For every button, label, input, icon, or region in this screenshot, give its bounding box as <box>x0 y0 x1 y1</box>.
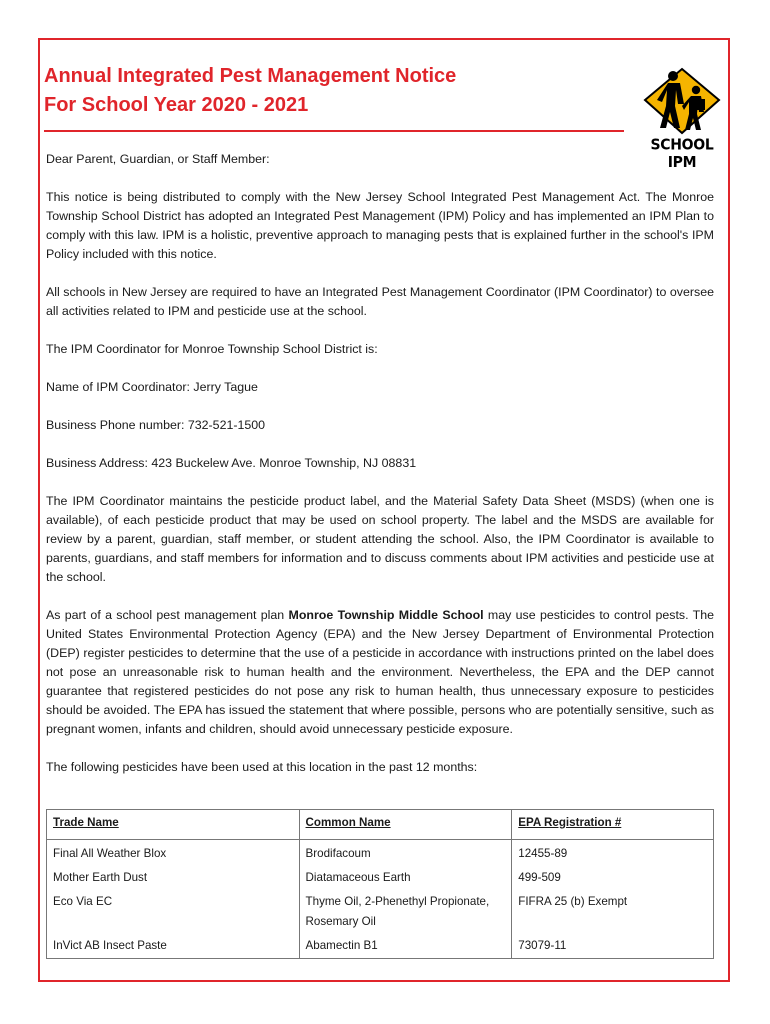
trade-name-cell: Eco Via EC <box>47 890 300 934</box>
epa-number-cell: 12455-89 <box>512 840 714 867</box>
title-line-2: For School Year 2020 - 2021 <box>44 94 309 116</box>
paragraph-pesticide-use <box>46 606 714 739</box>
paragraph-coordinator-intro: The IPM Coordinator for Monroe Township School District is: <box>46 342 378 356</box>
header-epa-registration: EPA Registration # <box>512 810 714 840</box>
paragraph-intro: This notice is being distributed to comply with the New Jersey School Integrated Pest Management Act. The Monroe Township School District has adopted an Integrated Pest Management (IPM) Policy and has implemented an IPM Plan to comply with this law. IPM is a holistic, preventive approach to managing pests that is explained further in the school's IPM Policy included with this notice. <box>46 190 714 261</box>
epa-number-cell: 499-509 <box>512 866 714 890</box>
table-row <box>47 840 714 867</box>
common-name-cell: Diatamaceous Earth <box>299 866 512 890</box>
para5-after: may use pesticides to control pests. The United States Environmental Protection Agency (EPA) and the New Jersey Department of Environmental Protection (DEP) register pesticides to determine that the use of a pesticide in accordance with instructions printed on the label does not pose an unreasonable risk to human health and the environment. Nevertheless, the EPA and the DEP cannot guarantee that registered pesticides do not pose any risk to human health, thus unnecessary exposure to pesticides should be avoided. The EPA has issued the statement that where possible, persons who are potentially sensitive, such as pregnant women, infants and children, should avoid unnecessary pesticide exposure. <box>46 608 714 736</box>
para5-before: As part of a school pest management plan <box>46 608 289 622</box>
school-ipm-logo <box>640 66 724 172</box>
paragraph-table-intro: The following pesticides have been used at this location in the past 12 months: <box>46 760 478 774</box>
trade-name-cell: InVict AB Insect Paste <box>47 934 300 959</box>
table-row <box>47 934 714 959</box>
header-common-name: Common Name <box>299 810 512 840</box>
coordinator-address: Business Address: 423 Buckelew Ave. Monroe Township, NJ 08831 <box>46 456 417 470</box>
epa-number-cell: FIFRA 25 (b) Exempt <box>512 890 714 934</box>
title-line-1: Annual Integrated Pest Management Notice <box>44 65 457 87</box>
trade-name-cell: Final All Weather Blox <box>47 840 300 867</box>
coordinator-name: Name of IPM Coordinator: Jerry Tague <box>46 380 258 394</box>
common-name-cell: Thyme Oil, 2-Phenethyl Propionate, Rosemary Oil <box>299 890 512 934</box>
coordinator-phone: Business Phone number: 732-521-1500 <box>46 418 266 432</box>
table-row <box>47 866 714 890</box>
title-divider <box>44 130 624 132</box>
logo-text: SCHOOL IPM <box>650 136 714 172</box>
paragraph-coordinator-requirement: All schools in New Jersey are required to have an Integrated Pest Management Coordinator (IPM Coordinator) to oversee all activities related to IPM and pesticide use at the school. <box>46 285 714 318</box>
header-trade-name: Trade Name <box>47 810 300 840</box>
salutation: Dear Parent, Guardian, or Staff Member: <box>46 152 270 166</box>
common-name-cell: Brodifacoum <box>299 840 512 867</box>
school-children-icon <box>640 66 724 138</box>
school-name: Monroe Township Middle School <box>288 608 484 622</box>
pesticide-table <box>46 809 714 959</box>
paragraph-msds: The IPM Coordinator maintains the pesticide product label, and the Material Safety Data Sheet (MSDS) (when one is available), of each pesticide product that may be used on school property. The label and the MSDS are available for review by a parent, guardian, staff member, or student attending the school. Also, the IPM Coordinator is available to parents, guardians, and staff members for information and to discuss comments about IPM activities and pesticide use at the school. <box>46 494 714 584</box>
trade-name-cell: Mother Earth Dust <box>47 866 300 890</box>
page-title <box>44 62 634 120</box>
letter-body <box>46 150 714 789</box>
common-name-cell: Abamectin B1 <box>299 934 512 959</box>
table-header-row <box>47 810 714 840</box>
table-row <box>47 890 714 934</box>
epa-number-cell: 73079-11 <box>512 934 714 959</box>
